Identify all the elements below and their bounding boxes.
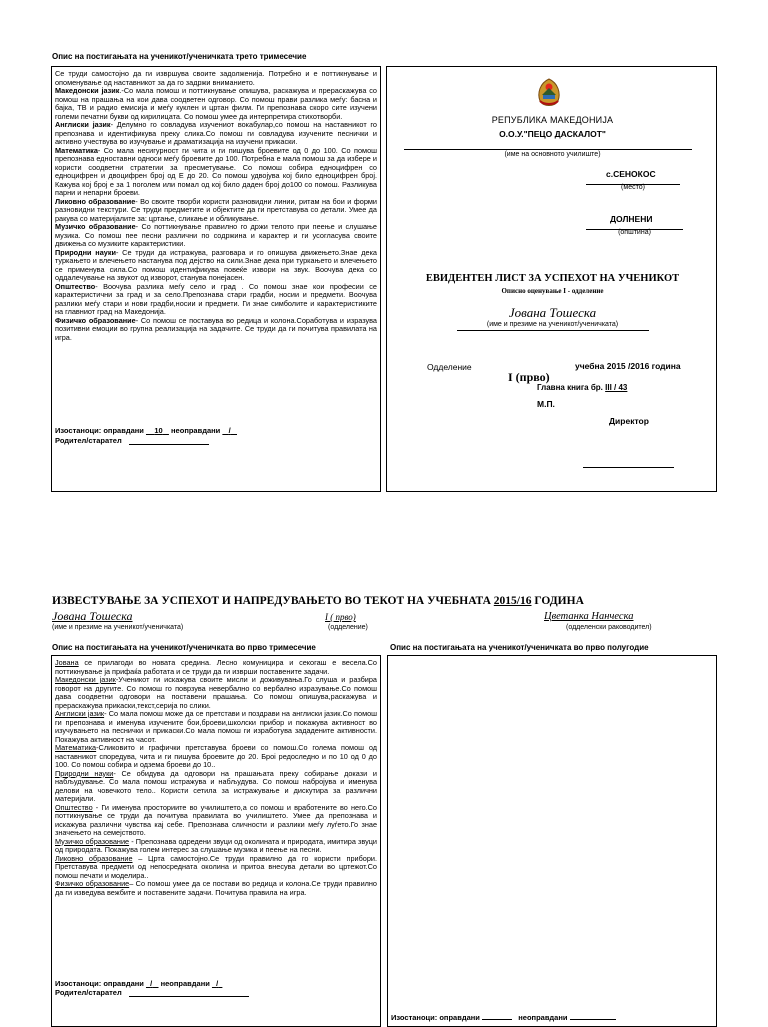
subject-paragraph [55,283,377,317]
subject-name: Физичко образование [55,315,136,325]
semester-justified-label: Изостаноци: оправдани [391,1013,480,1022]
subject-paragraph [55,317,377,343]
subject-description: - Делумно го совладува изучениот вокабулар,со помош на наставникот го препознава и идентификува преку слика.Со помош ги совладува изучените песнички и активно учествува во изучување и драматизација на изучени прикаски. [55,120,377,146]
subject-name: Општество [55,802,93,812]
school-line [404,149,692,150]
evidence-sheet-title: ЕВИДЕНТЕН ЛИСТ ЗА УСПЕХОТ НА УЧЕНИКОТ [425,273,680,284]
subject-description: - Се обидува да одговори на прашањата преку собирање докази и набљудување. Со мала помош истражува и набљудува. Со помош набројува и именува делови на човечкото тело.. Користи сетила за истражување и дискутира за различни материјали. [55,768,377,803]
coat-of-arms-icon [534,77,564,111]
student-name: Јована Тошеска [508,305,597,320]
subject-description: -Сликовито и графички претставува броеви со помош.Со голема помош од наставникот споредува, чита и ги пишува броевите до 20. Броi редоследно и по 10 од 0 до 100. Со помош собира и одзема броеви до 10.. [55,743,377,769]
report-teacher-caption: (одделенски раководител) [566,624,652,631]
subject-description: - Со помош се поставува во редица и колона.Сорабoтува и изразува позитивни емоции во групна реализација на задачите. Се труди да ги почитува правилата на игра. [55,315,377,342]
school-caption: (име на основното училиште) [504,151,601,158]
main-register: Главна книга бр. III / 43 [537,383,628,392]
absences-row [55,426,237,435]
subject-paragraph [55,147,377,198]
intro-paragraph: Се труди самостојно да ги извршува своите задолженија. Потребно и е поттикнување и опоменување од наставникот за да го задржи вниманието. [55,69,377,87]
subject-name: Англиски јазик [55,120,111,129]
subject-description: - Се труди да истражува, разговара и го опишува движењето.Знае дека туркањето и влечењето настанува под дејство на сили.Знае дека при туркањето и влечењето се применува сила.Со помош идентификува повеќе извори на звук. Воочува дека со оддалечување на звукот од изворот, станува понејасен. [55,247,377,282]
subject-name: Англиски јазик [55,709,105,718]
absences-justified-label: Изостаноци: оправдани [55,426,144,435]
subject-description: .-Со мала помош и поттикнување опишува, раскажува и прераскажува со помош на прашања на кои дава соодветен одговор. Со помош прави разлика меѓу: басна и бајка, ТВ и радио емисија и меѓу куклен и цртан филм. Ги препознава скоро сите изучени големи печатни букви од кирилицата. Со помош умее да интерпретира стихотворби. [55,86,377,121]
bottom-absences-justified-value: / [150,979,153,988]
subject-name: Природни науки [55,768,114,778]
absences-unjustified-label: неоправдани [171,426,221,435]
subject-description: - Со поттикнување правилно го држи телото при пеење и слушање музика. Со помош пее песни различни по содржина и карактер и ги усогласува своите движења со музиките карактеристики. [55,222,377,248]
first-trimester-heading: Опис на постигањата на ученикот/ученичката во прво тримесечие [52,643,316,652]
bottom-parent-label: Родител/старател [55,988,122,997]
third-trimester-text [55,70,377,342]
place-caption: (место) [621,184,645,191]
director-signature-line [583,467,674,468]
report-student-name: Јована Тошеска [52,609,133,623]
grade-value: I (прво) [508,370,550,384]
school-year: учебна 2015 /2016 година [575,361,681,371]
top-section-heading: Опис на постигањата на ученикот/ученичката трето тримесечие [52,52,307,61]
subject-description: - Воочува разлика меѓу село и град . Со помош знае кои професии се карактеристични за град и за село.Препознава стари градби, носии и предмети. Воочува разлики меѓу стари и нови градби,носии и предмети. Ги знае симболите и карактеристиките на главниот град на Македонија. [55,281,377,316]
subject-paragraph [55,855,377,881]
bottom-absences-unjustified-label: неоправдани [160,979,210,988]
intro-paragraph [55,659,377,676]
absences-unjustified-value: / [228,426,231,435]
report-teacher: Цветанка Нанческа [544,611,634,622]
bottom-absences-row [55,979,222,988]
municipality-caption: (општина) [618,229,651,236]
subject-name: Музичко образование [55,222,136,231]
subject-description: - Ги именува просториите во училиштето,а со помош и вработените во него.Со поттикнување се труди да почитува правилата во училиштето. Умее да препознава и искажува различни чувства кај себе. Препознава сличности и разлики меѓу луѓето.Го знае значењето на семејството. [55,802,377,837]
subject-description: - Со мала помош може да се претстави и поздрави на англиски јазик.Со помош ги препознава и именува изучените бои,броеви,школски прибор и покажува активност во изучувањето на песнички и прикаски.Со мала помош ги изработува зададените активности. Покажува активност на часот. [55,709,377,744]
report-grade: I ( прво) [325,612,356,622]
subject-paragraph [55,198,377,224]
subject-name: Општество [55,281,96,291]
report-title: ИЗВЕСТУВАЊЕ ЗА УСПЕХОТ И НАПРЕДУВАЊЕТО ВО ТЕКОТ НА УЧЕБНАТА 2015/16 ГОДИНА [52,595,584,607]
grade-label: Одделение [427,362,472,372]
student-caption: (име и презиме на ученикот/ученичката) [486,321,619,328]
absences-justified-value: 10 [154,426,163,435]
report-student-caption: (име и презиме на ученикот/ученичката) [52,624,184,631]
subject-paragraph [55,710,377,744]
subject-name: Македонски јазик [55,675,116,684]
stamp-label: М.П. [537,399,555,409]
subject-paragraph [55,223,377,249]
evidence-sheet-subtitle: Описно оценување I - одделение [501,287,604,295]
subject-paragraph [55,676,377,710]
subject-name: Музичко образование [55,836,130,846]
third-trimester-description-box [51,66,381,492]
subject-name: Македонски јазик [55,86,120,95]
subject-paragraph [55,249,377,283]
subject-name: Ликовно образование [55,196,136,206]
semester-unjustified-label: неоправдани [518,1013,568,1022]
subject-paragraph [55,744,377,770]
subject-description: -Ученикот ги искажува своите мисли и доживувања.Го слуша и разбира говорот на другите. Со помош го поврзува невербално со вербално изразување.Со помош дава соодветни одговори на поставени прашања. Со помош опишува,раскажува и прераскажува прикаски,текст,серија по слики. [55,675,377,710]
subject-paragraph [55,880,377,897]
subject-name: Природни науки [55,247,116,257]
parent-signature-label: Родител/старател [55,436,122,445]
subject-description: – Со помош умее да се постави во редица и колона.Се труди правилно да ги изведува вежбите и поставените задачи. Почитува правила на игра. [55,879,377,897]
bottom-parent-line [129,996,249,997]
subject-paragraph [55,121,377,147]
first-trimester-text [55,659,377,897]
semester-unjustified-blank [570,1019,616,1020]
semester-justified-blank [482,1019,512,1020]
subject-paragraph [55,770,377,804]
subject-paragraph [55,87,377,121]
director-label: Директор [609,416,649,426]
intro-text: се прилагоди во новата средина. Лесно комуницира и секогаш е весела.Со поттикнување ја прифаќа работата и се труди да ги изврши поставените задачи. [55,658,377,676]
first-semester-heading: Опис на постигањата на ученикот/ученичката во прво полугодие [390,643,649,652]
place-value: с.СЕНОКОС [606,169,656,179]
subject-name: Физичко образование [55,879,130,888]
subject-description: - Во своите творби користи разновидни линии, ритам на бои и форми разновидни текстури. Се труди предметите и објектите да ги претставува со детали. Умее да ракува со материјалите за: цртање, сликање и обликување. [55,196,378,223]
subject-paragraph [55,804,377,838]
bottom-absences-justified-label: Изостаноци: оправдани [55,979,144,988]
school-name: О.О.У."ПЕЦО ДАСКАЛОТ" [499,129,606,139]
evidence-sheet-cover-box [386,66,717,492]
municipality-value: ДОЛНЕНИ [610,214,653,224]
subject-name: Математика [55,743,97,752]
subject-description: - Препознава одредени звуци од околината и природата, имитира звуци од природата. Покажува голем интерес за слушање музика и пеење на песни. [55,836,377,854]
subject-name: Математика [55,145,98,155]
first-trimester-description-box [51,655,381,1027]
subject-paragraph [55,838,377,855]
student-first-name: Јована [55,658,79,667]
report-grade-caption: (одделение) [328,624,368,631]
bottom-absences-unjustified-value: / [216,979,219,988]
subject-name: Ликовно образование [55,853,133,863]
subject-description: – Црта самостојно.Се труди правилно да го користи прибори. Претставува предмети од непосредната околина и притоа внесува детали во цртежот.Со помош печати и моделира.. [55,853,377,880]
first-semester-description-box [387,655,717,1027]
republic-name: РЕПУБЛИКА МАКЕДОНИЈА [491,115,614,125]
subject-description: - Со мала несигурност ги чита и ги пишува броевите од 0 до 100. Со помош препознава едноставни односи меѓу броевите до 100. Потребна е мала помош за да избере и користи соодветни стратегии за пресметување. Со помош собира едноцифрен со едноцифрен и двоцифрен број од Е до 20. Со помош удвојува кој било едноцифрен број. Кажува кој број е за 1 поголем или помал од кој било даден број до100 со помош. Разликува парни и непарни броеви. [55,145,377,197]
semester-absences-row [391,1013,616,1022]
parent-signature-line [129,444,209,445]
student-line [457,330,649,331]
